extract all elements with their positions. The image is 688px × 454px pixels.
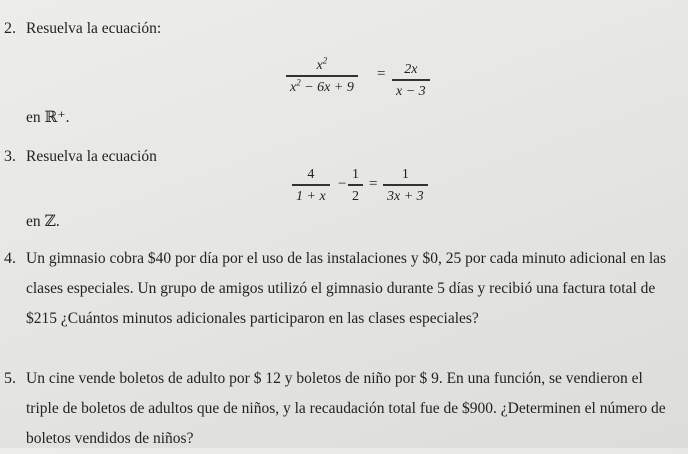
equation-3-term-1 bbox=[292, 167, 330, 204]
equation-2-left-numerator bbox=[313, 55, 332, 75]
equation-3-term-3-numerator: 1 bbox=[401, 167, 409, 182]
problem-5-number: 5. bbox=[4, 370, 16, 387]
problem-4-number: 4. bbox=[4, 250, 16, 267]
equation-3-minus: − bbox=[338, 176, 347, 192]
equation-3-term-3 bbox=[383, 167, 428, 204]
problem-3-domain: en ℤ. bbox=[26, 213, 60, 230]
equation-2-right-numerator: 2x bbox=[404, 62, 418, 77]
problem-3-title: Resuelva la ecuación bbox=[26, 148, 157, 165]
problem-5-text: Un cine vende boletos de adulto por $ 12 y boletos de niño por $ 9. En una función, se vendieron el triple de boletos de adultos que de niños, y la recaudación total fue de $900. ¿Determinen el número de boletos vendidos de niños? bbox=[26, 370, 666, 447]
equation-2-right-denominator: x − 3 bbox=[396, 83, 426, 99]
problem-3-number: 3. bbox=[4, 148, 16, 165]
equation-3-term-3-denominator: 3x + 3 bbox=[387, 188, 424, 204]
equation-2-left-denominator bbox=[286, 77, 358, 95]
eq2-ld-exp: 2 bbox=[296, 76, 301, 87]
problem-2-domain: en ℝ⁺. bbox=[26, 109, 70, 126]
eq2-ld-rest: − 6x + 9 bbox=[300, 79, 354, 95]
problem-2-number: 2. bbox=[4, 20, 16, 37]
equation-2-left-fraction bbox=[286, 55, 358, 95]
equation-3-equals: = bbox=[369, 176, 378, 192]
equation-2-right-fraction bbox=[392, 62, 430, 99]
equation-3-term-2-denominator: 2 bbox=[352, 188, 359, 204]
equation-2-equals: = bbox=[377, 66, 386, 82]
eq2-ln-base: x bbox=[316, 58, 323, 73]
equation-3-term-1-numerator: 4 bbox=[307, 167, 315, 182]
equation-3-term-1-denominator: 1 + x bbox=[296, 188, 326, 204]
problem-4-text: Un gimnasio cobra $40 por día por el uso de las instalaciones y $0, 25 por cada minuto adicional en las clases especiales. Un grupo de amigos utilizó el gimnasio durante 5 días y recibió una factura total de $215 ¿Cuántos minutos adicionales participaron en las clases especiales? bbox=[26, 250, 667, 327]
eq2-ld-base: x bbox=[290, 79, 297, 95]
eq2-ln-exp: 2 bbox=[322, 55, 328, 66]
problem-2-title: Resuelva la ecuación: bbox=[26, 20, 162, 37]
equation-3-term-2 bbox=[348, 167, 363, 204]
equation-3-term-2-numerator: 1 bbox=[352, 167, 359, 182]
